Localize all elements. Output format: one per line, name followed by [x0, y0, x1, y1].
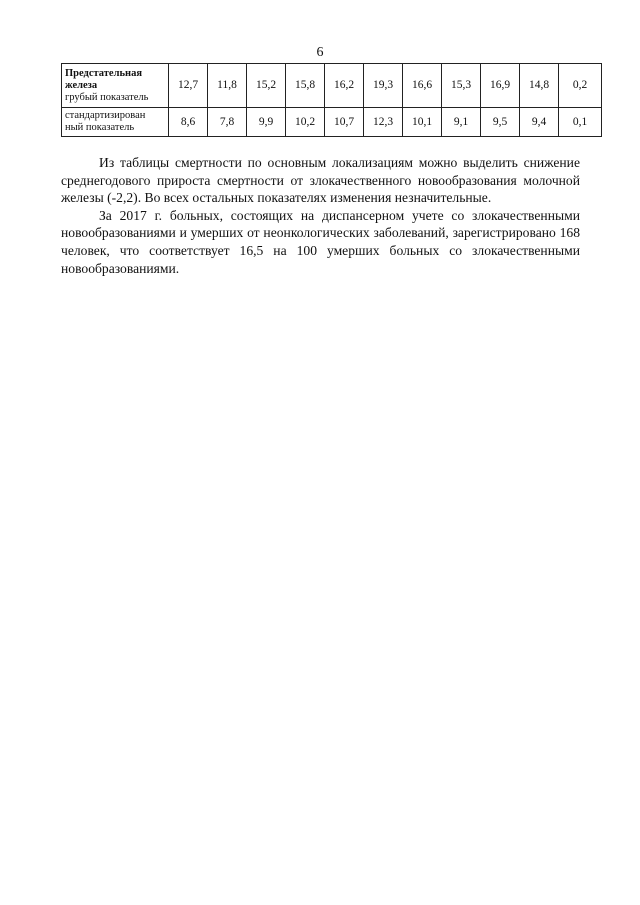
row-label-line: железа	[65, 79, 98, 91]
paragraph: Из таблицы смертности по основным локализациям можно выделить снижение среднегодового прироста смертности от злокачественного новообразования молочной железы (-2,2). Во всех остальных показателях изменения незначительные.	[61, 155, 580, 206]
row-label-line: грубый показатель	[65, 91, 149, 103]
table-cell: 0,2	[559, 64, 602, 108]
row-label	[62, 64, 169, 108]
row-label	[62, 108, 169, 137]
table-cell: 9,4	[520, 108, 559, 137]
table-cell: 10,2	[286, 108, 325, 137]
row-label-line: стандартизирован	[65, 110, 146, 121]
table-cell: 19,3	[364, 64, 403, 108]
table-cell: 12,7	[169, 64, 208, 108]
table-cell: 11,8	[208, 64, 247, 108]
table-cell: 0,1	[559, 108, 602, 137]
table-row	[62, 108, 602, 137]
page-number: 6	[316, 45, 324, 60]
table-cell: 15,2	[247, 64, 286, 108]
table-cell: 8,6	[169, 108, 208, 137]
paragraph: За 2017 г. больных, состоящих на диспансерном учете со злокачественными новообразованиями и умерших от неонкологических заболеваний, зарегистрировано 168 человек, что соответствует 16,5 на 100 умерших больных со злокачественными новообразованиями.	[61, 207, 580, 276]
table-cell: 12,3	[364, 108, 403, 137]
table-cell: 7,8	[208, 108, 247, 137]
table-cell: 10,1	[403, 108, 442, 137]
row-label-line: Предстательная	[65, 67, 143, 79]
table-cell: 9,9	[247, 108, 286, 137]
table-cell: 15,3	[442, 64, 481, 108]
body-text	[61, 154, 580, 277]
table-cell: 10,7	[325, 108, 364, 137]
table-row	[62, 64, 602, 108]
table-cell: 9,1	[442, 108, 481, 137]
table-cell: 16,9	[481, 64, 520, 108]
table-cell: 15,8	[286, 64, 325, 108]
table-cell: 16,6	[403, 64, 442, 108]
table-cell: 16,2	[325, 64, 364, 108]
row-label-line: ный показатель	[65, 122, 135, 133]
table-cell: 9,5	[481, 108, 520, 137]
table-cell: 14,8	[520, 64, 559, 108]
mortality-table	[61, 63, 602, 137]
